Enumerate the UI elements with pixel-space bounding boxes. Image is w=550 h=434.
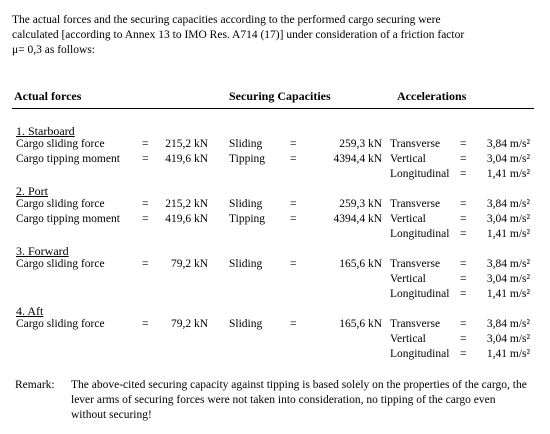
equals-sign: = — [142, 213, 149, 225]
force-value: 79,2 kN — [170, 318, 208, 330]
equals-sign: = — [142, 258, 149, 270]
section-title: 2. Port — [16, 184, 49, 198]
equals-sign: = — [142, 153, 149, 165]
acceleration-unit: m/s² — [509, 333, 530, 345]
acceleration-unit: m/s² — [509, 288, 530, 300]
equals-sign: = — [460, 198, 467, 210]
intro-line-3: μ= 0,3 as follows: — [12, 44, 95, 56]
acceleration-number: 1,41 — [486, 288, 508, 300]
acceleration-axis: Transverse — [390, 198, 441, 210]
remark-text: The above-cited securing capacity against tipping is based solely on the properties of the cargo, the lever arms of securing forces were not taken into consideration, no tipping of the cargo even without securing! — [71, 379, 527, 421]
force-value: 419,6 kN — [165, 213, 208, 225]
equals-sign: = — [290, 318, 297, 330]
section-title: 1. Starboard — [16, 124, 75, 138]
acceleration-axis: Vertical — [390, 273, 426, 285]
acceleration-value — [470, 228, 530, 240]
acceleration-unit: m/s² — [509, 318, 530, 330]
acceleration-value — [470, 138, 530, 150]
acceleration-unit: m/s² — [509, 213, 530, 225]
equals-sign: = — [142, 318, 149, 330]
equals-sign: = — [290, 138, 297, 150]
equals-sign: = — [142, 198, 149, 210]
equals-sign: = — [460, 168, 467, 180]
intro-line-1: The actual forces and the securing capacities according to the performed cargo securing were — [12, 14, 441, 26]
force-label: Cargo sliding force — [16, 258, 105, 270]
equals-sign: = — [460, 138, 467, 150]
acceleration-axis: Transverse — [390, 318, 441, 330]
equals-sign: = — [460, 228, 467, 240]
equals-sign: = — [290, 153, 297, 165]
force-label: Cargo sliding force — [16, 198, 105, 210]
equals-sign: = — [460, 333, 467, 345]
acceleration-axis: Longitudinal — [390, 288, 450, 300]
capacity-value: 165,6 kN — [339, 258, 382, 270]
acceleration-unit: m/s² — [509, 258, 530, 270]
equals-sign: = — [460, 153, 467, 165]
acceleration-number: 1,41 — [486, 168, 508, 180]
force-label: Cargo tipping moment — [16, 213, 120, 225]
equals-sign: = — [460, 348, 467, 360]
acceleration-value — [470, 198, 530, 210]
force-value: 215,2 kN — [165, 198, 208, 210]
force-label: Cargo sliding force — [16, 138, 105, 150]
acceleration-unit: m/s² — [509, 153, 530, 165]
acceleration-unit: m/s² — [509, 273, 530, 285]
capacity-value: 259,3 kN — [339, 138, 382, 150]
acceleration-number: 1,41 — [486, 348, 508, 360]
acceleration-axis: Transverse — [390, 138, 441, 150]
acceleration-value — [470, 153, 530, 165]
acceleration-axis: Transverse — [390, 258, 441, 270]
acceleration-number: 3,04 — [486, 333, 508, 345]
header-actual-forces: Actual forces — [14, 89, 82, 103]
header-accelerations: Accelerations — [397, 89, 467, 103]
equals-sign: = — [290, 213, 297, 225]
section-title: 3. Forward — [16, 244, 69, 258]
equals-sign: = — [290, 258, 297, 270]
acceleration-number: 3,04 — [486, 273, 508, 285]
capacity-label: Sliding — [229, 258, 263, 270]
intro-paragraph — [12, 13, 537, 58]
header-rule — [12, 108, 534, 109]
capacity-value: 4394,4 kN — [333, 213, 382, 225]
capacity-value: 165,6 kN — [339, 318, 382, 330]
acceleration-value — [470, 168, 530, 180]
acceleration-value — [470, 258, 530, 270]
capacity-value: 4394,4 kN — [333, 153, 382, 165]
section-title: 4. Aft — [16, 304, 44, 318]
acceleration-unit: m/s² — [509, 138, 530, 150]
intro-line-2: calculated [according to Annex 13 to IMO Res. A714 (17)] under consideration of a friction factor — [12, 29, 465, 41]
acceleration-axis: Longitudinal — [390, 348, 450, 360]
acceleration-value — [470, 213, 530, 225]
header-securing-capacities: Securing Capacities — [229, 89, 331, 103]
remark-label: Remark: — [15, 379, 55, 391]
capacity-label: Sliding — [229, 198, 263, 210]
equals-sign: = — [460, 258, 467, 270]
acceleration-number: 3,84 — [486, 138, 508, 150]
force-value: 215,2 kN — [165, 138, 208, 150]
equals-sign: = — [142, 138, 149, 150]
equals-sign: = — [460, 213, 467, 225]
capacity-label: Tipping — [229, 153, 266, 165]
equals-sign: = — [460, 273, 467, 285]
force-value: 79,2 kN — [170, 258, 208, 270]
acceleration-number: 3,04 — [486, 213, 508, 225]
acceleration-axis: Vertical — [390, 213, 426, 225]
acceleration-axis: Vertical — [390, 153, 426, 165]
acceleration-number: 3,84 — [486, 258, 508, 270]
acceleration-unit: m/s² — [509, 348, 530, 360]
equals-sign: = — [460, 288, 467, 300]
capacity-label: Sliding — [229, 138, 263, 150]
equals-sign: = — [290, 198, 297, 210]
capacity-label: Tipping — [229, 213, 266, 225]
equals-sign: = — [460, 318, 467, 330]
acceleration-number: 3,84 — [486, 318, 508, 330]
acceleration-number: 1,41 — [486, 228, 508, 240]
acceleration-value — [470, 348, 530, 360]
acceleration-value — [470, 288, 530, 300]
acceleration-unit: m/s² — [509, 168, 530, 180]
acceleration-value — [470, 333, 530, 345]
capacity-value: 259,3 kN — [339, 198, 382, 210]
force-value: 419,6 kN — [165, 153, 208, 165]
acceleration-value — [470, 273, 530, 285]
force-label: Cargo sliding force — [16, 318, 105, 330]
force-label: Cargo tipping moment — [16, 153, 120, 165]
acceleration-value — [470, 318, 530, 330]
acceleration-unit: m/s² — [509, 228, 530, 240]
acceleration-axis: Vertical — [390, 333, 426, 345]
acceleration-number: 3,04 — [486, 153, 508, 165]
capacity-label: Sliding — [229, 318, 263, 330]
acceleration-number: 3,84 — [486, 198, 508, 210]
acceleration-axis: Longitudinal — [390, 228, 450, 240]
acceleration-unit: m/s² — [509, 198, 530, 210]
acceleration-axis: Longitudinal — [390, 168, 450, 180]
